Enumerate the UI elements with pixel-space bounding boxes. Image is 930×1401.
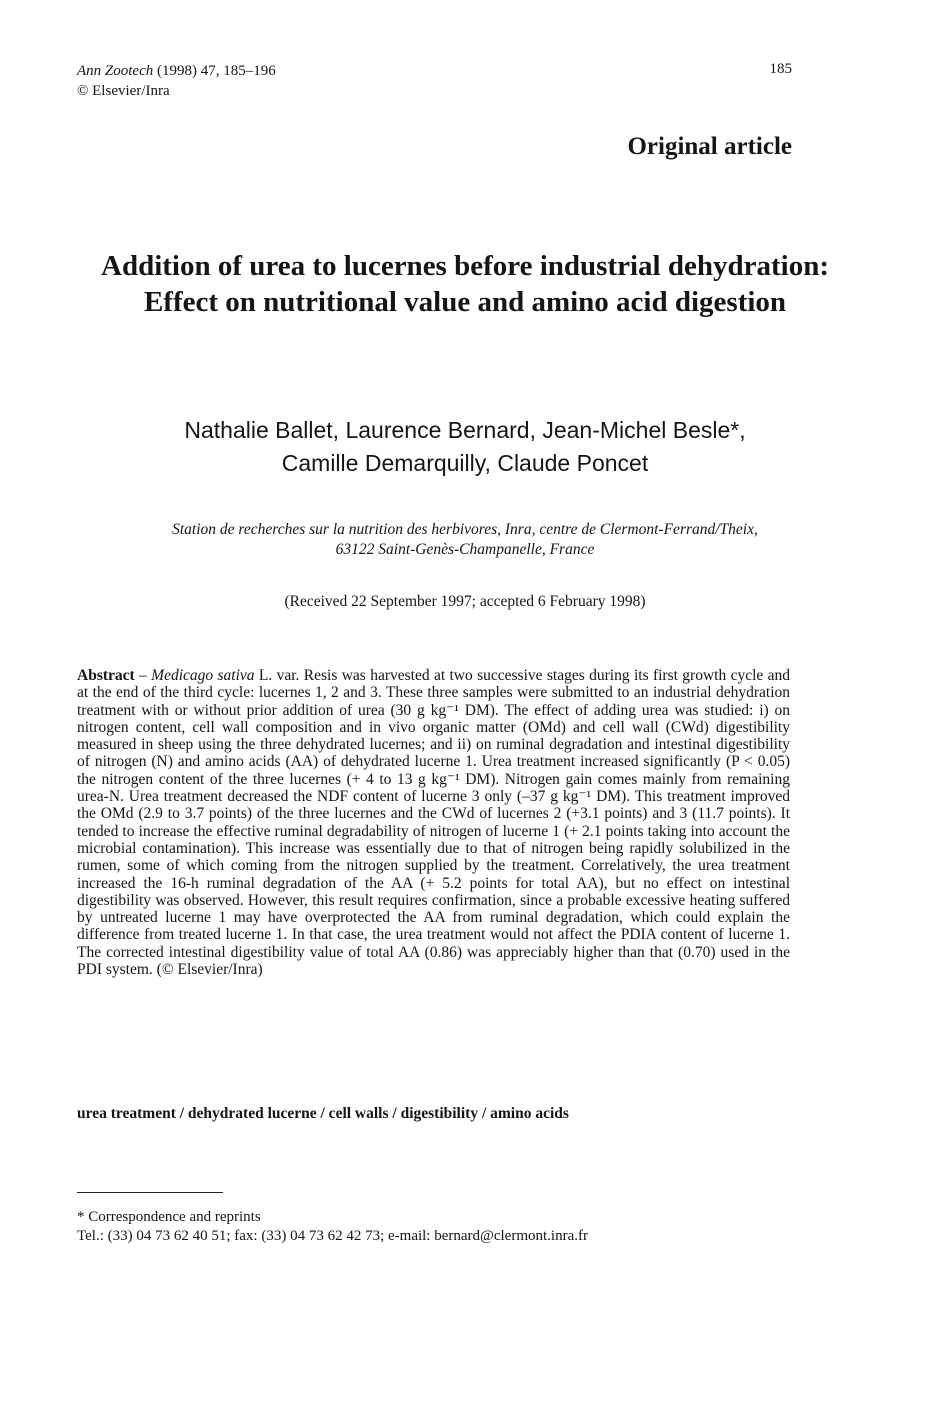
contact-details: Tel.: (33) 04 73 62 40 51; fax: (33) 04 73 62 42 73; e-mail: bernard@clermont.inra.fr [77, 1228, 588, 1244]
received-dates: (Received 22 September 1997; accepted 6 February 1998) [284, 593, 646, 610]
paper-title: Addition of urea to lucernes before industrial dehydration: Effect on nutritional value and amino acid digestion [101, 250, 829, 318]
keywords: urea treatment / dehydrated lucerne / cell walls / digestibility / amino acids [77, 1105, 569, 1122]
page-number: 185 [769, 61, 792, 77]
footnote-divider [77, 1192, 223, 1193]
journal-volume: (1998) 47, 185–196 [157, 63, 276, 79]
abstract-label: Abstract [77, 667, 135, 684]
author-line-2: Camille Demarquilly, Claude Poncet [281, 450, 649, 476]
copyright-line: © Elsevier/Inra [77, 83, 170, 99]
affiliation-line-1: Station de recherches sur la nutrition des herbivores, Inra, centre de Clermont-Ferrand/Theix, [172, 521, 758, 538]
footnote [77, 1208, 790, 1246]
journal-name: Ann Zootech [77, 63, 154, 79]
abstract-paragraph [77, 667, 790, 978]
affiliation-line-2: 63122 Saint-Genès-Champanelle, France [335, 541, 595, 558]
author-line-1: Nathalie Ballet, Laurence Bernard, Jean-Michel Besle*, [184, 417, 746, 443]
journal-citation [77, 61, 276, 101]
correspondence-note: * Correspondence and reprints [77, 1209, 261, 1225]
abstract-text: L. var. Resis was harvested at two successive stages during its first growth cycle and at the end of the third cycle: lucernes 1, 2 and 3. These three samples were submitted to an industrial dehydration treatment with or without prior addition of urea (30 g kg⁻¹ DM). The effect of adding urea was studied: i) on nitrogen content, cell wall composition and in vivo organic matter (OMd) and cell wall (CWd) digestibility measured in sheep using the three dehydrated lucernes; and ii) on ruminal degradation and intestinal digestibility of nitrogen (N) and amino acids (AA) of dehydrated lucerne 1. Urea treatment increased significantly (P < 0.05) the nitrogen content of the three lucernes (+ 4 to 13 g kg⁻¹ DM). Nitrogen gain comes mainly from remaining urea-N. Urea treatment decreased the NDF content of lucerne 3 only (–37 g kg⁻¹ DM). This treatment improved the OMd (2.9 to 3.7 points) of the three lucernes and the CWd of lucernes 2 (+3.1 points) and 3 (11.7 points). It tended to increase the effective ruminal degradability of nitrogen of lucerne 1 (+ 2.1 points taking into account the microbial contamination). This increase was essentially due to that of nitrogen being rapidly solubilized in the rumen, some of which coming from the nitrogen supplied by the treatment. Correlatively, the urea treatment increased the 16-h ruminal degradation of the AA (+ 5.2 points for total AA), but no effect on intestinal digestibility was observed. However, this result requires confirmation, since a probable excessive heating suffered by untreated lucerne 1 may have overprotected the AA from ruminal degradation, which could explain the difference from treated lucerne 1. In that case, the urea treatment would not affect the PDIA content of lucerne 1. The corrected intestinal digestibility value of total AA (0.86) was appreciably higher than that (0.70) used in the PDI system. (© Elsevier/Inra) [77, 667, 791, 979]
species-name: Medicago sativa [151, 667, 255, 684]
affiliation [60, 520, 870, 560]
journal-line [77, 61, 276, 81]
abstract-separator: – [134, 667, 152, 684]
article-type-heading: Original article [627, 133, 792, 160]
author-list [60, 414, 870, 480]
